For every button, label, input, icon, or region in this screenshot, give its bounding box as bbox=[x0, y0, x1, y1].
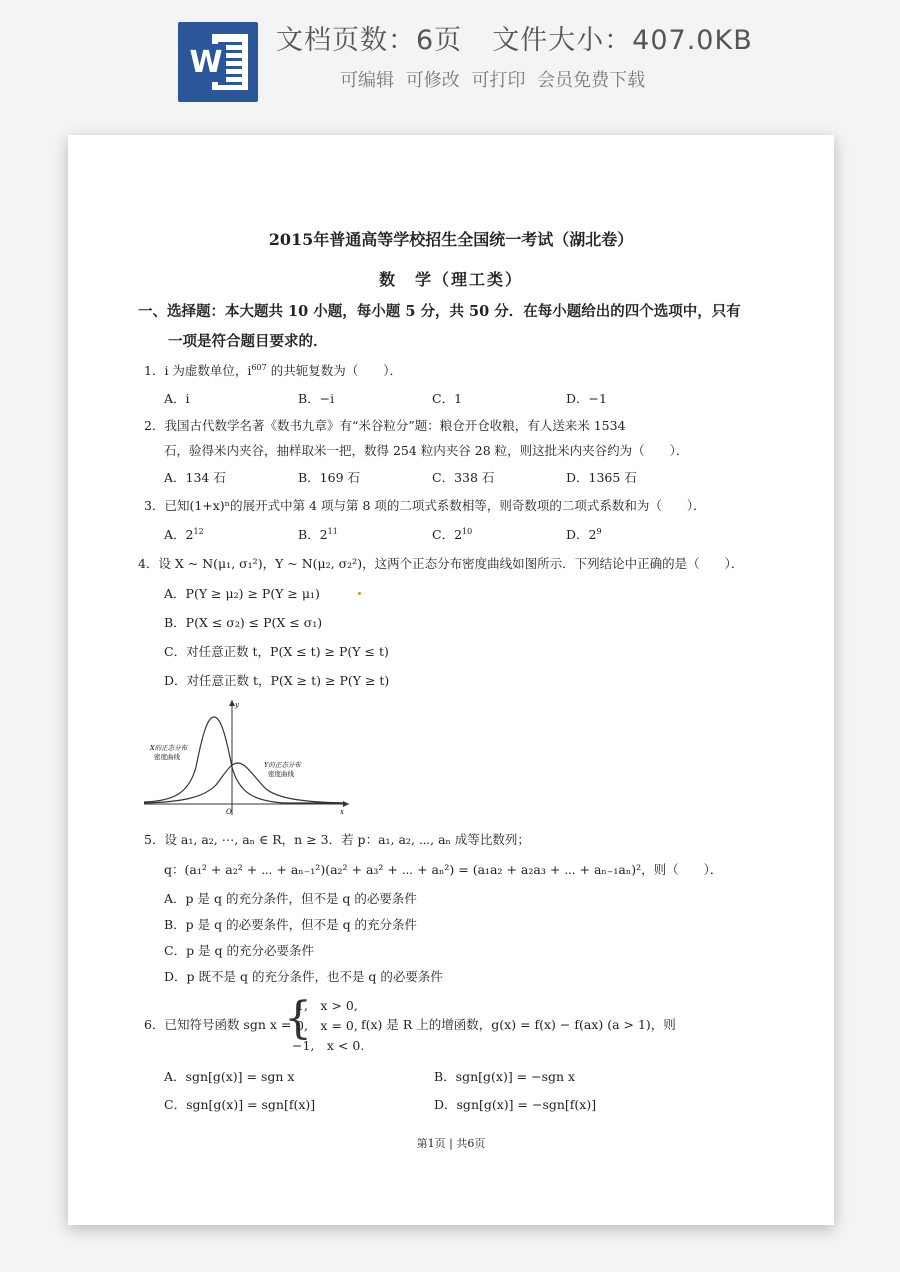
q1-option-d: D．−1 bbox=[566, 391, 607, 406]
q2-option-c: C．338 石 bbox=[432, 470, 495, 485]
q3-option-b: B．$2^{11}$ bbox=[298, 526, 338, 542]
q6-case-3: −1, x < 0. bbox=[292, 1038, 365, 1053]
q4-option-a: A．P(Y ≥ μ₂) ≥ P(Y ≥ μ₁) bbox=[164, 586, 320, 601]
q2-stem-line-1: 2．我国古代数学名著《数书九章》有“米谷粒分”题：粮仓开仓收粮，有人送来米 1534 bbox=[144, 418, 626, 433]
q5-stem: 5．设 a₁, a₂, ⋯, aₙ ∈ R，n ≥ 3．若 p：a₁, a₂, ⋯, aₙ 成等比数列； bbox=[144, 832, 530, 847]
q4-option-b: B．P(X ≤ σ₂) ≤ P(X ≤ σ₁) bbox=[164, 615, 323, 630]
q1-option-a: A．i bbox=[164, 391, 190, 406]
page-count-label: 文档页数：6页 bbox=[276, 25, 463, 56]
q3-option-c: C．$2^{10}$ bbox=[432, 526, 473, 542]
q1-option-b: B．−i bbox=[298, 391, 335, 406]
q6-case-2: 0, x = 0, bbox=[296, 1018, 358, 1033]
q2-option-d: D．1365 石 bbox=[566, 470, 637, 485]
q2-stem-line-2: 石，验得米内夹谷，抽样取米一把，数得 254 粒内夹谷 28 粒，则这批米内夹谷约为（ ）． bbox=[164, 443, 689, 458]
q5-option-c: C．p 是 q 的充分必要条件 bbox=[164, 943, 314, 958]
q6-option-c: C．sgn[g(x)] = sgn[f(x)] bbox=[164, 1097, 316, 1112]
x-axis-arrow bbox=[343, 801, 349, 807]
q6-case-1: 1, x > 0, bbox=[296, 998, 358, 1013]
origin-label: O bbox=[226, 808, 232, 816]
q5-condition-q: q：(a₁² + a₂² + ⋯ + aₙ₋₁²)(a₂² + a₃² + ⋯ + aₙ²) = (a₁a₂ + a₂a₃ + ⋯ + aₙ₋₁aₙ)²，则（ ）． bbox=[164, 862, 723, 877]
y-curve-label-1: Y的正态分布 bbox=[264, 761, 301, 769]
y-axis-label: y bbox=[235, 701, 239, 709]
word-document-icon bbox=[178, 22, 258, 102]
page-footer: 第1页 | 共6页 bbox=[416, 1137, 486, 1150]
q6-stem-right: f(x) 是 R 上的增函数，g(x) = f(x) − f(ax) (a > 1)，则 bbox=[361, 1017, 676, 1032]
q4-stem: 4．设 X ~ N(μ₁, σ₁²)，Y ~ N(μ₂, σ₂²)，这两个正态分布密度曲线如图所示．下列结论中正确的是（ ）． bbox=[138, 556, 744, 571]
q5-option-b: B．p 是 q 的必要条件，但不是 q 的充分条件 bbox=[164, 917, 418, 932]
exam-subtitle: 数 学（理工类） bbox=[378, 270, 523, 289]
q2-option-a: A．134 石 bbox=[164, 470, 226, 485]
q3-option-d: D．$2^9$ bbox=[566, 526, 602, 542]
q6-stem-left: 6．已知符号函数 sgn x = bbox=[144, 1017, 292, 1032]
q3-stem: 3．已知(1+x)ⁿ的展开式中第 4 项与第 8 项的二项式系数相等，则奇数项的二项式系数和为（ ）． bbox=[144, 498, 706, 513]
q6-option-b: B．sgn[g(x)] = −sgn x bbox=[434, 1069, 576, 1084]
file-size-label: 文件大小：407.0KB bbox=[492, 25, 753, 56]
q5-option-d: D．p 既不是 q 的充分条件，也不是 q 的必要条件 bbox=[164, 969, 443, 984]
q5-option-a: A．p 是 q 的充分条件，但不是 q 的必要条件 bbox=[164, 891, 417, 906]
x-axis-label: x bbox=[340, 808, 344, 816]
document-page bbox=[68, 135, 834, 1225]
q6-option-a: A．sgn[g(x)] = sgn x bbox=[164, 1069, 295, 1084]
banner-title bbox=[276, 18, 753, 57]
q6-option-d: D．sgn[g(x)] = −sgn[f(x)] bbox=[434, 1097, 597, 1112]
banner-features: 可编辑 可修改 可打印 会员免费下载 bbox=[340, 70, 646, 91]
q1-stem: 1．i 为虚数单位，$i^{607}$ 的共轭复数为（ ）． bbox=[144, 362, 402, 378]
y-curve-label-2: 密度曲线 bbox=[268, 770, 294, 778]
word-letter: W bbox=[186, 44, 226, 82]
q4-option-d: D．对任意正数 t，P(X ≥ t) ≥ P(Y ≥ t) bbox=[164, 673, 390, 688]
section-line-1: 一、选择题：本大题共 10 小题，每小题 5 分，共 50 分．在每小题给出的四个选项中，只有 bbox=[138, 303, 741, 320]
piecewise-brace: { bbox=[284, 993, 312, 1044]
q3-option-a: A．$2^{12}$ bbox=[164, 526, 204, 542]
normal-distribution-graph bbox=[144, 697, 354, 817]
section-line-2: 一项是符合题目要求的． bbox=[168, 333, 328, 350]
stray-dot-mark bbox=[358, 592, 361, 595]
q4-option-c: C．对任意正数 t，P(X ≤ t) ≥ P(Y ≤ t) bbox=[164, 644, 389, 659]
download-banner bbox=[0, 0, 900, 120]
section-heading bbox=[138, 297, 778, 357]
exam-title: 2015年普通高等学校招生全国统一考试（湖北卷） bbox=[268, 230, 634, 249]
x-curve-label-2: 密度曲线 bbox=[154, 753, 180, 761]
q1-option-c: C．1 bbox=[432, 391, 463, 406]
q2-option-b: B．169 石 bbox=[298, 470, 361, 485]
x-curve-label-1: X的正态分布 bbox=[150, 744, 188, 752]
